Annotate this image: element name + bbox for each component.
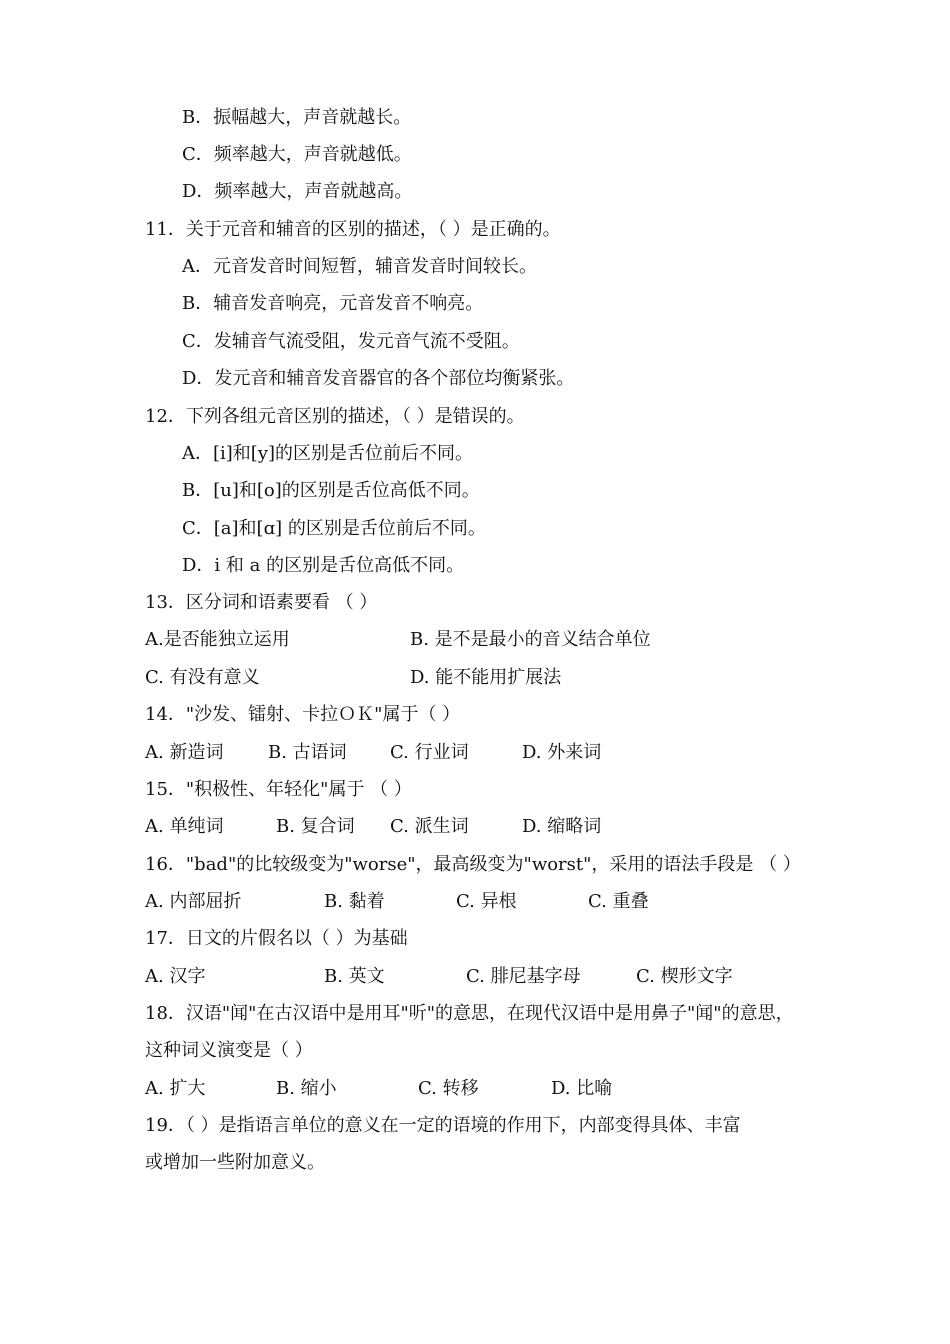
- q15-option-b: B. 复合词: [276, 816, 355, 837]
- q13-option-a: A.是否能独立运用: [145, 629, 290, 650]
- q12-option-a: A．[i]和[y]的区别是舌位前后不同。: [182, 443, 474, 464]
- q18-option-c: C. 转移: [418, 1078, 479, 1099]
- q11-option-c: C．发辅音气流受阻，发元音气流不受阻。: [182, 331, 520, 352]
- q15-option-a: A. 单纯词: [145, 816, 224, 837]
- q18-stem-line-2: 这种词义演变是（ ）: [145, 1040, 313, 1061]
- q14-option-b: B. 古语词: [268, 742, 347, 763]
- q14-option-a: A. 新造词: [145, 742, 224, 763]
- q15-option-c: C. 派生词: [390, 816, 469, 837]
- q17-option-c: C. 腓尼基字母: [466, 966, 581, 987]
- q13-stem: 13．区分词和语素要看 （ ）: [145, 592, 378, 613]
- q11-option-b: B．辅音发音响亮，元音发音不响亮。: [182, 293, 484, 314]
- q10-option-b: B．振幅越大，声音就越长。: [182, 107, 412, 128]
- q15-option-d: D. 缩略词: [522, 816, 602, 837]
- q11-stem: 11．关于元音和辅音的区别的描述，（ ）是正确的。: [145, 219, 561, 240]
- q16-option-d: C. 重叠: [588, 891, 649, 912]
- q18-option-a: A. 扩大: [145, 1078, 206, 1099]
- q18-option-b: B. 缩小: [276, 1078, 337, 1099]
- q17-option-d: C. 楔形文字: [636, 966, 733, 987]
- q16-option-b: B. 黏着: [324, 891, 385, 912]
- q14-option-c: C. 行业词: [390, 742, 469, 763]
- q18-stem-line-1: 18．汉语"闻"在古汉语中是用耳"听"的意思，在现代汉语中是用鼻子"闻"的意思，: [145, 1003, 794, 1024]
- q16-option-a: A. 内部屈折: [145, 891, 242, 912]
- q16-stem: 16．"bad"的比较级变为"worse"，最高级变为"worst"，采用的语法手段是 （ ）: [145, 854, 801, 875]
- q16-option-c: C. 异根: [456, 891, 517, 912]
- q19-stem-line-2: 或增加一些附加意义。: [145, 1152, 325, 1173]
- q12-option-b: B．[u]和[o]的区别是舌位高低不同。: [182, 480, 480, 501]
- q13-option-b: B. 是不是最小的音义结合单位: [410, 629, 651, 650]
- q18-option-d: D. 比喻: [551, 1078, 613, 1099]
- q14-stem: 14．"沙发、镭射、卡拉ＯＫ"属于（ ）: [145, 704, 461, 725]
- q12-option-c: C．[a]和[ɑ] 的区别是舌位前后不同。: [182, 518, 486, 539]
- q10-option-c: C．频率越大，声音就越低。: [182, 144, 412, 165]
- q19-stem-line-1: 19．（ ）是指语言单位的意义在一定的语境的作用下，内部变得具体、丰富: [145, 1115, 741, 1136]
- q12-stem: 12．下列各组元音区别的描述，（ ）是错误的。: [145, 406, 525, 427]
- q14-option-d: D. 外来词: [522, 742, 602, 763]
- q17-option-b: B. 英文: [324, 966, 385, 987]
- q12-option-d: D．i 和 a 的区别是舌位高低不同。: [182, 555, 465, 576]
- q10-option-d: D．频率越大，声音就越高。: [182, 181, 413, 202]
- q13-option-d: D. 能不能用扩展法: [410, 667, 562, 688]
- q11-option-a: A．元音发音时间短暂，辅音发音时间较长。: [182, 256, 537, 277]
- q13-option-c: C. 有没有意义: [145, 667, 260, 688]
- q15-stem: 15．"积极性、年轻化"属于 （ ）: [145, 779, 412, 800]
- q17-option-a: A. 汉字: [145, 966, 206, 987]
- q11-option-d: D．发元音和辅音发音器官的各个部位均衡紧张。: [182, 368, 575, 389]
- q17-stem: 17．日文的片假名以（ ）为基础: [145, 928, 408, 949]
